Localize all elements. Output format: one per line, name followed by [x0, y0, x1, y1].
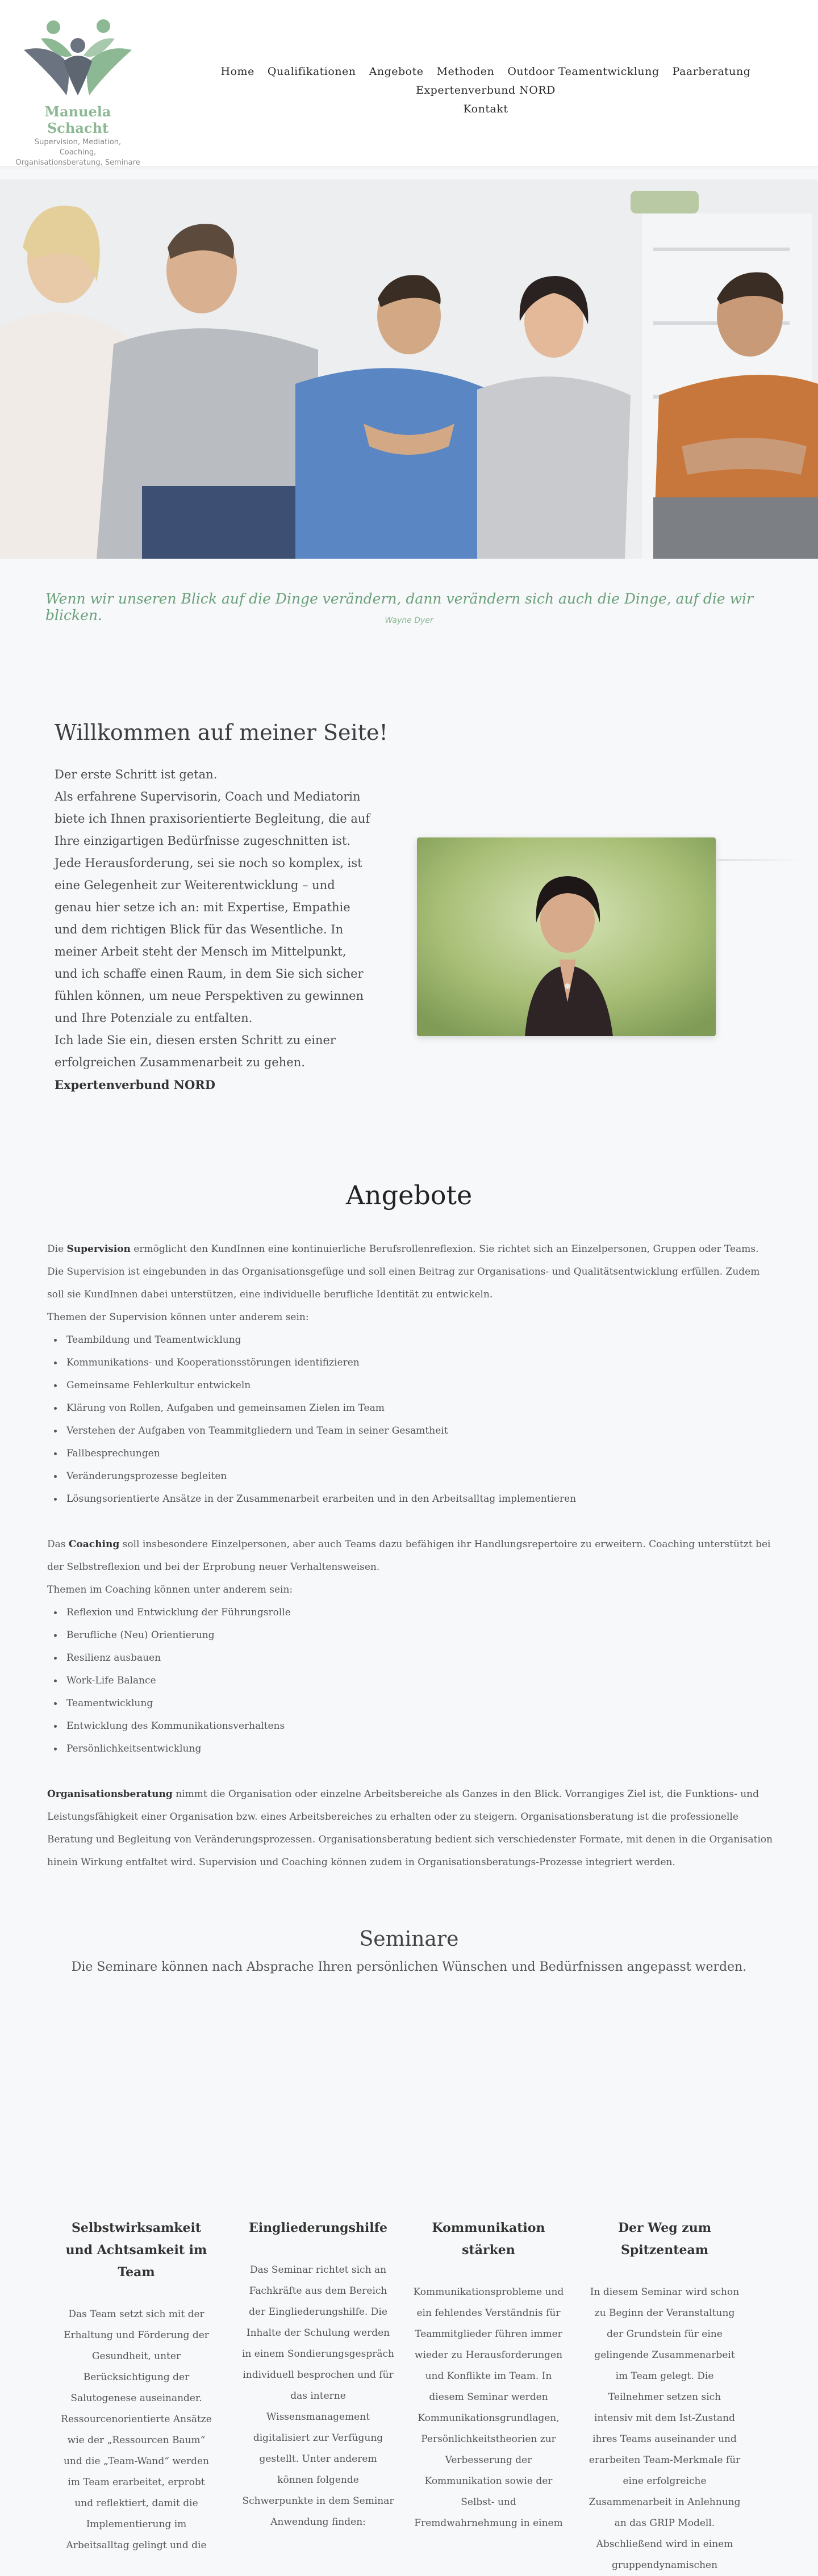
brand-name: Manuela Schacht — [44, 103, 111, 136]
list-item: Teamentwicklung — [66, 1692, 774, 1715]
list-item: Berufliche (Neu) Orientierung — [66, 1624, 774, 1647]
hero-image — [0, 179, 818, 559]
list-item: Teambildung und Teamentwicklung — [66, 1329, 774, 1351]
seminar-card-title[interactable]: Kommunikation stärken — [432, 2221, 545, 2257]
nav-angebote[interactable]: Angebote — [369, 65, 424, 78]
decorative-line — [717, 859, 802, 861]
brand-tagline: Supervision, Mediation, Coaching, Organisationsberatung, Seminare — [15, 138, 140, 167]
seminar-card-kommunikation — [412, 2217, 565, 2534]
supervision-term: Supervision — [66, 1243, 131, 1255]
hero-quote: Wenn wir unseren Blick auf die Dinge verändern, dann verändern sich auch die Dinge, auf die wir blicken. — [45, 590, 753, 623]
nav-paarberatung[interactable]: Paarberatung — [672, 65, 751, 78]
seminar-card-text: In diesem Seminar wird schon zu Beginn der Veranstaltung der Grundstein für eine gelingende Zusammenarbeit im Team gelegt. Die Teilnehmer setzen sich intensiv mit dem Ist-Zustand ihres Teams auseinander und erarbeiten Team-Merkmale für eine erfolgreiche Zusammenarbeit in Anlehnung an das GRIP Modell. Abschließend wird in einem gruppendynamischen — [589, 2286, 741, 2571]
welcome-expertenverbund: Expertenverbund NORD — [55, 1078, 215, 1092]
list-item: Resilienz ausbauen — [66, 1647, 774, 1669]
supervision-paragraph: Die Supervision ermöglicht den KundInnen eine kontinuierliche Berufsrollenreflexion. Sie richtet sich an Einzelpersonen, Gruppen oder Teams. Die Supervision ist eingebunden in das Organisationsgefüge und soll einen Beitrag zur Organisations- und Qualitätsentwicklung erfüllen. Zudem soll sie KundInnen dabei unterstützen, eine individuelle berufliche Identität zu entwickeln. — [47, 1243, 760, 1300]
welcome-paragraph: Ich lade Sie ein, diesen ersten Schritt zu einer erfolgreichen Zusammenarbeit zu gehen. — [55, 1033, 336, 1069]
quote-author: Wayne Dyer — [385, 616, 433, 625]
seminar-card-text: Das Seminar richtet sich an Fachkräfte aus dem Bereich der Eingliederungshilfe. Die Inhalte der Schulung werden in einem Sondierungsgespräch individuell besprochen und für das interne Wissensmanagement digitalisiert zur Verfügung gestellt. Unter anderem können folgende Schwerpunkte in dem Seminar Anwendung finden: — [242, 2264, 394, 2528]
welcome-paragraph: Als erfahrene Supervisorin, Coach und Mediatorin biete ich Ihnen praxisorientierte Begleitung, die auf Ihre einzigartigen Bedürfnisse zugeschnitten ist. Jede Herausforderung, sei sie noch so komplex, ist eine Gelegenheit zur Weiterentwicklung – und genau hier setze ich an: mit Expertise, Empathie und dem richtigen Blick für das Wesentliche. In meiner Arbeit steht der Mensch im Mittelpunkt, und ich schaffe einen Raum, in dem Sie sich sicher fühlen können, um neue Perspektiven zu gewinnen und Ihre Potenziale zu entfalten. — [55, 790, 370, 1025]
group-photo-icon — [0, 179, 818, 559]
seminar-card-eingliederungshilfe — [241, 2217, 395, 2533]
seminare-subtitle: Die Seminare können nach Absprache Ihren persönlichen Wünschen und Bedürfnissen angepasst werden. — [71, 1960, 747, 1974]
coaching-term: Coaching — [68, 1539, 120, 1550]
list-item: Veränderungsprozesse begleiten — [66, 1465, 774, 1488]
list-item: Lösungsorientierte Ansätze in der Zusammenarbeit erarbeiten und in den Arbeitsalltag implementieren — [66, 1488, 774, 1510]
nav-home[interactable]: Home — [220, 65, 254, 78]
organisationsberatung-paragraph: Organisationsberatung nimmt die Organisation oder einzelne Arbeitsbereiche als Ganzes in den Blick. Vorrangiges Ziel ist, die Funktions- und Leistungsfähigkeit einer Organisation bzw. eines Arbeitsbereiches zu erhalten oder zu steigern. Organisationsberatung ist die professionelle Beratung und Begleitung von Veränderungsprozessen. Organisationsberatung bedient sich verschiedenster Formate, mit denen in die Organisation hinein Wirkung entfaltet wird. Supervision und Coaching können zudem in Organisationsberatungs-Prozesse integriert werden. — [47, 1788, 773, 1868]
logo-figures-icon — [18, 16, 137, 101]
list-item: Reflexion und Entwicklung der Führungsrolle — [66, 1601, 774, 1624]
angebote-title: Angebote — [345, 1180, 473, 1210]
angebote-content — [47, 1238, 774, 1874]
seminar-card-spitzenteam — [588, 2217, 741, 2576]
nav-methoden[interactable]: Methoden — [436, 65, 495, 78]
coaching-topics-list — [47, 1601, 774, 1760]
nav-qualifikationen[interactable]: Qualifikationen — [267, 65, 356, 78]
site-header — [0, 0, 818, 166]
list-item: Entwicklung des Kommunikationsverhaltens — [66, 1715, 774, 1737]
list-item: Persönlichkeitsentwicklung — [66, 1737, 774, 1760]
supervision-topics-list — [47, 1329, 774, 1510]
coaching-paragraph: Das Coaching soll insbesondere Einzelpersonen, aber auch Teams dazu befähigen ihr Handlungsrepertoire zu erweitern. Coaching unterstützt bei der Selbstreflexion und bei der Erprobung neuer Verhaltensweisen. — [47, 1539, 771, 1573]
supervision-topics-intro: Themen der Supervision können unter anderem sein: — [47, 1312, 309, 1323]
logo[interactable] — [12, 16, 143, 167]
nav-expertenverbund-nord[interactable]: Expertenverbund NORD — [416, 84, 556, 97]
coaching-topics-intro: Themen im Coaching können unter anderem sein: — [47, 1584, 293, 1595]
seminar-card-title[interactable]: Eingliederungshilfe — [248, 2221, 388, 2235]
portrait-woman-icon — [417, 837, 716, 1036]
seminare-title: Seminare — [359, 1928, 459, 1951]
welcome-title: Willkommen auf meiner Seite! — [55, 720, 388, 745]
list-item: Verstehen der Aufgaben von Teammitgliedern und Team in seiner Gesamtheit — [66, 1419, 774, 1442]
seminar-card-text: Das Team setzt sich mit der Erhaltung und Förderung der Gesundheit, unter Berücksichtigung der Salutogenese auseinander. Ressourcenorientierte Ansätze wie der „Ressourcen Baum“ und die „Team-Wand“ werden im Team erarbeitet, erprobt und reflektiert, damit die Implementierung im Arbeitsalltag gelingt und die — [61, 2309, 212, 2551]
list-item: Work-Life Balance — [66, 1669, 774, 1692]
list-item: Fallbesprechungen — [66, 1442, 774, 1465]
seminar-card-title[interactable]: Selbstwirksamkeit und Achtsamkeit im Team — [65, 2221, 207, 2280]
seminar-card-title[interactable]: Der Weg zum Spitzenteam — [617, 2221, 712, 2257]
list-item: Klärung von Rollen, Aufgaben und gemeinsamen Zielen im Team — [66, 1397, 774, 1419]
nav-outdoor-teamentwicklung[interactable]: Outdoor Teamentwicklung — [507, 65, 660, 78]
main-nav — [165, 62, 807, 119]
list-item: Kommunikations- und Kooperationsstörungen identifizieren — [66, 1351, 774, 1374]
portrait-photo — [417, 837, 716, 1036]
welcome-paragraph: Der erste Schritt ist getan. — [55, 768, 218, 781]
seminar-card-selbstwirksamkeit — [60, 2217, 213, 2556]
welcome-text — [55, 764, 373, 1096]
list-item: Gemeinsame Fehlerkultur entwickeln — [66, 1374, 774, 1397]
seminar-card-text: Kommunikationsprobleme und ein fehlendes Verständnis für Teammitglieder führen immer wieder zu Herausforderungen und Konflikte im Team. In diesem Seminar werden Kommunikationsgrundlagen, Persönlichkeitstheorien zur Verbesserung der Kommunikation sowie der Selbst- und Fremdwahrnehmung in einem — [413, 2286, 564, 2529]
organisationsberatung-term: Organisationsberatung — [47, 1788, 173, 1800]
nav-kontakt[interactable]: Kontakt — [463, 103, 508, 115]
